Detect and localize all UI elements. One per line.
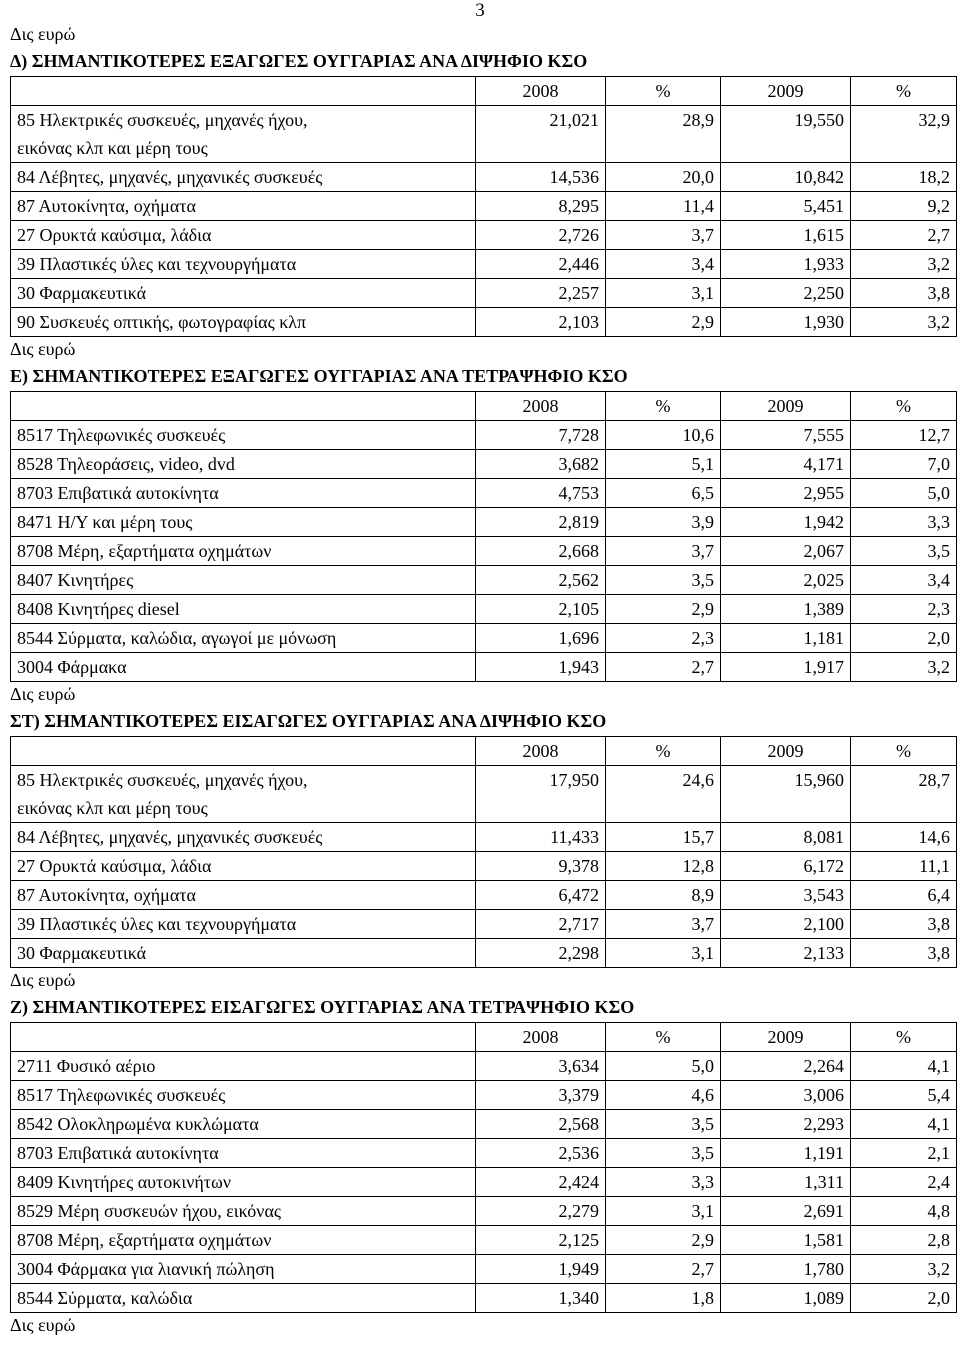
table-row <box>11 537 957 566</box>
row-label: 8409 Κινητήρες αυτοκινήτων <box>11 1168 476 1197</box>
value-2008: 2,668 <box>476 537 606 566</box>
value-2008: 11,433 <box>476 823 606 852</box>
value-2009: 15,960 <box>721 766 851 823</box>
value-2008: 2,819 <box>476 508 606 537</box>
percent-2008: 5,1 <box>606 450 721 479</box>
table-row <box>11 939 957 968</box>
value-2009: 2,955 <box>721 479 851 508</box>
unit-label: Δις ευρώ <box>10 684 76 704</box>
percent-2008: 2,9 <box>606 595 721 624</box>
header-cell: % <box>606 1023 721 1052</box>
value-2009: 1,615 <box>721 221 851 250</box>
header-cell: 2008 <box>476 392 606 421</box>
row-label: 8544 Σύρματα, καλώδια, αγωγοί με μόνωση <box>11 624 476 653</box>
table-row <box>11 1052 957 1081</box>
percent-2009: 2,3 <box>851 595 957 624</box>
table-row <box>11 910 957 939</box>
data-table <box>10 76 957 337</box>
row-label-line: εικόνας κλπ και μέρη τους <box>17 798 208 818</box>
table-row <box>11 479 957 508</box>
value-2009: 2,067 <box>721 537 851 566</box>
row-label: 8517 Τηλεφωνικές συσκευές <box>11 1081 476 1110</box>
value-2009: 2,025 <box>721 566 851 595</box>
percent-2008: 2,3 <box>606 624 721 653</box>
header-cell: 2009 <box>721 1023 851 1052</box>
table-row <box>11 881 957 910</box>
percent-2009: 3,2 <box>851 1255 957 1284</box>
percent-2008: 12,8 <box>606 852 721 881</box>
value-2009: 6,172 <box>721 852 851 881</box>
value-2009: 8,081 <box>721 823 851 852</box>
row-label <box>11 766 476 823</box>
value-2009: 1,311 <box>721 1168 851 1197</box>
percent-2009: 18,2 <box>851 163 957 192</box>
section-title: Ε) ΣΗΜΑΝΤΙΚΟΤΕΡΕΣ ΕΞΑΓΩΓΕΣ ΟΥΓΓΑΡΙΑΣ ΑΝΑ ΤΕΤΡΑΨΗΦΙΟ ΚΣΟ <box>10 366 628 386</box>
value-2009: 1,780 <box>721 1255 851 1284</box>
percent-2008: 24,6 <box>606 766 721 823</box>
row-label: 8529 Μέρη συσκευών ήχου, εικόνας <box>11 1197 476 1226</box>
table-row <box>11 163 957 192</box>
percent-2009: 3,2 <box>851 653 957 682</box>
table-row <box>11 308 957 337</box>
value-2008: 9,378 <box>476 852 606 881</box>
value-2009: 1,089 <box>721 1284 851 1313</box>
row-label: 90 Συσκευές οπτικής, φωτογραφίας κλπ <box>11 308 476 337</box>
table-row <box>11 823 957 852</box>
section-st <box>10 684 956 968</box>
row-label: 8407 Κινητήρες <box>11 566 476 595</box>
percent-2009: 2,1 <box>851 1139 957 1168</box>
percent-2009: 3,5 <box>851 537 957 566</box>
percent-2009: 5,4 <box>851 1081 957 1110</box>
section-title: Δ) ΣΗΜΑΝΤΙΚΟΤΕΡΕΣ ΕΞΑΓΩΓΕΣ ΟΥΓΓΑΡΙΑΣ ΑΝΑ ΔΙΨΗΦΙΟ ΚΣΟ <box>10 51 588 71</box>
table-row <box>11 450 957 479</box>
percent-2008: 1,8 <box>606 1284 721 1313</box>
value-2008: 8,295 <box>476 192 606 221</box>
row-label: 27 Ορυκτά καύσιμα, λάδια <box>11 852 476 881</box>
header-cell: % <box>606 737 721 766</box>
percent-2009: 2,0 <box>851 624 957 653</box>
percent-2009: 28,7 <box>851 766 957 823</box>
header-cell: 2008 <box>476 77 606 106</box>
row-label: 87 Αυτοκίνητα, οχήματα <box>11 881 476 910</box>
row-label: 8408 Κινητήρες diesel <box>11 595 476 624</box>
row-label-line: 85 Ηλεκτρικές συσκευές, μηχανές ήχου, <box>17 110 308 130</box>
percent-2009: 2,4 <box>851 1168 957 1197</box>
percent-2008: 8,9 <box>606 881 721 910</box>
header-cell: 2008 <box>476 1023 606 1052</box>
table-row <box>11 766 957 823</box>
table-row <box>11 1110 957 1139</box>
percent-2008: 3,1 <box>606 279 721 308</box>
value-2009: 1,191 <box>721 1139 851 1168</box>
percent-2009: 11,1 <box>851 852 957 881</box>
value-2008: 2,125 <box>476 1226 606 1255</box>
value-2008: 2,105 <box>476 595 606 624</box>
percent-2008: 3,1 <box>606 939 721 968</box>
value-2009: 1,933 <box>721 250 851 279</box>
value-2009: 1,181 <box>721 624 851 653</box>
table-row <box>11 192 957 221</box>
unit-label: Δις ευρώ <box>10 24 76 44</box>
value-2009: 1,942 <box>721 508 851 537</box>
value-2009: 5,451 <box>721 192 851 221</box>
header-cell: 2009 <box>721 737 851 766</box>
percent-2009: 12,7 <box>851 421 957 450</box>
value-2008: 1,943 <box>476 653 606 682</box>
row-label: 3004 Φάρμακα για λιανική πώληση <box>11 1255 476 1284</box>
percent-2009: 14,6 <box>851 823 957 852</box>
row-label: 8517 Τηλεφωνικές συσκευές <box>11 421 476 450</box>
percent-2008: 3,7 <box>606 910 721 939</box>
table-row <box>11 624 957 653</box>
header-cell: % <box>606 392 721 421</box>
value-2009: 3,006 <box>721 1081 851 1110</box>
value-2008: 2,562 <box>476 566 606 595</box>
row-label: 27 Ορυκτά καύσιμα, λάδια <box>11 221 476 250</box>
percent-2009: 4,8 <box>851 1197 957 1226</box>
value-2008: 1,696 <box>476 624 606 653</box>
value-2008: 3,682 <box>476 450 606 479</box>
header-cell <box>11 392 476 421</box>
value-2009: 7,555 <box>721 421 851 450</box>
value-2008: 3,634 <box>476 1052 606 1081</box>
row-label: 8703 Επιβατικά αυτοκίνητα <box>11 479 476 508</box>
header-cell: % <box>606 77 721 106</box>
percent-2008: 3,5 <box>606 1139 721 1168</box>
value-2008: 4,753 <box>476 479 606 508</box>
row-label: 8708 Μέρη, εξαρτήματα οχημάτων <box>11 537 476 566</box>
section-e <box>10 339 956 682</box>
value-2008: 3,379 <box>476 1081 606 1110</box>
percent-2009: 9,2 <box>851 192 957 221</box>
row-label: 30 Φαρμακευτικά <box>11 939 476 968</box>
percent-2008: 3,7 <box>606 537 721 566</box>
percent-2009: 3,4 <box>851 566 957 595</box>
percent-2009: 6,4 <box>851 881 957 910</box>
data-table <box>10 736 957 968</box>
value-2008: 17,950 <box>476 766 606 823</box>
section-title: Ζ) ΣΗΜΑΝΤΙΚΟΤΕΡΕΣ ΕΙΣΑΓΩΓΕΣ ΟΥΓΓΑΡΙΑΣ ΑΝΑ ΤΕΤΡΑΨΗΦΙΟ ΚΣΟ <box>10 997 635 1017</box>
percent-2008: 3,5 <box>606 566 721 595</box>
value-2008: 2,424 <box>476 1168 606 1197</box>
header-cell <box>11 77 476 106</box>
value-2009: 3,543 <box>721 881 851 910</box>
percent-2008: 2,9 <box>606 1226 721 1255</box>
value-2008: 2,536 <box>476 1139 606 1168</box>
percent-2008: 3,3 <box>606 1168 721 1197</box>
value-2009: 1,581 <box>721 1226 851 1255</box>
row-label: 84 Λέβητες, μηχανές, μηχανικές συσκευές <box>11 163 476 192</box>
row-label: 8542 Ολοκληρωμένα κυκλώματα <box>11 1110 476 1139</box>
value-2009: 2,293 <box>721 1110 851 1139</box>
row-label: 8703 Επιβατικά αυτοκίνητα <box>11 1139 476 1168</box>
value-2009: 2,100 <box>721 910 851 939</box>
percent-2008: 3,1 <box>606 1197 721 1226</box>
percent-2008: 3,5 <box>606 1110 721 1139</box>
value-2009: 2,250 <box>721 279 851 308</box>
row-label <box>11 106 476 163</box>
percent-2009: 5,0 <box>851 479 957 508</box>
table-row <box>11 566 957 595</box>
row-label: 84 Λέβητες, μηχανές, μηχανικές συσκευές <box>11 823 476 852</box>
percent-2008: 2,7 <box>606 653 721 682</box>
value-2009: 1,917 <box>721 653 851 682</box>
table-row <box>11 1226 957 1255</box>
percent-2008: 3,9 <box>606 508 721 537</box>
table-row <box>11 1284 957 1313</box>
data-table <box>10 391 957 682</box>
row-label: 39 Πλαστικές ύλες και τεχνουργήματα <box>11 910 476 939</box>
value-2008: 14,536 <box>476 163 606 192</box>
table-row <box>11 1197 957 1226</box>
header-cell: 2009 <box>721 392 851 421</box>
percent-2008: 3,4 <box>606 250 721 279</box>
row-label: 87 Αυτοκίνητα, οχήματα <box>11 192 476 221</box>
row-label: 3004 Φάρμακα <box>11 653 476 682</box>
table-row <box>11 1081 957 1110</box>
table-row <box>11 1255 957 1284</box>
header-cell: % <box>851 1023 957 1052</box>
header-cell: 2009 <box>721 77 851 106</box>
value-2008: 2,257 <box>476 279 606 308</box>
table-header-row <box>11 392 957 421</box>
table-row <box>11 595 957 624</box>
percent-2009: 2,7 <box>851 221 957 250</box>
value-2008: 1,949 <box>476 1255 606 1284</box>
value-2009: 10,842 <box>721 163 851 192</box>
unit-label: Δις ευρώ <box>10 970 76 990</box>
percent-2008: 4,6 <box>606 1081 721 1110</box>
header-cell <box>11 1023 476 1052</box>
percent-2009: 3,8 <box>851 939 957 968</box>
value-2008: 2,726 <box>476 221 606 250</box>
page-number: 3 <box>475 0 485 21</box>
percent-2008: 11,4 <box>606 192 721 221</box>
percent-2009: 3,2 <box>851 308 957 337</box>
table-row <box>11 221 957 250</box>
value-2009: 19,550 <box>721 106 851 163</box>
table-row <box>11 508 957 537</box>
value-2009: 1,930 <box>721 308 851 337</box>
percent-2008: 10,6 <box>606 421 721 450</box>
row-label: 8708 Μέρη, εξαρτήματα οχημάτων <box>11 1226 476 1255</box>
header-cell: 2008 <box>476 737 606 766</box>
row-label-line: εικόνας κλπ και μέρη τους <box>17 138 208 158</box>
table-header-row <box>11 1023 957 1052</box>
row-label: 39 Πλαστικές ύλες και τεχνουργήματα <box>11 250 476 279</box>
section-z <box>10 970 956 1335</box>
data-table <box>10 1022 957 1313</box>
percent-2008: 5,0 <box>606 1052 721 1081</box>
row-label: 8528 Τηλεοράσεις, video, dvd <box>11 450 476 479</box>
value-2008: 2,279 <box>476 1197 606 1226</box>
percent-2009: 2,0 <box>851 1284 957 1313</box>
percent-2009: 3,8 <box>851 279 957 308</box>
table-header-row <box>11 737 957 766</box>
header-cell <box>11 737 476 766</box>
table-row <box>11 653 957 682</box>
document-page <box>10 22 956 1335</box>
table-row <box>11 1168 957 1197</box>
value-2008: 6,472 <box>476 881 606 910</box>
value-2008: 2,103 <box>476 308 606 337</box>
value-2009: 2,264 <box>721 1052 851 1081</box>
value-2009: 2,691 <box>721 1197 851 1226</box>
value-2009: 2,133 <box>721 939 851 968</box>
percent-2008: 15,7 <box>606 823 721 852</box>
percent-2009: 4,1 <box>851 1052 957 1081</box>
table-row <box>11 421 957 450</box>
value-2008: 2,446 <box>476 250 606 279</box>
table-row <box>11 1139 957 1168</box>
percent-2008: 3,7 <box>606 221 721 250</box>
row-label: 8471 Η/Υ και μέρη τους <box>11 508 476 537</box>
table-row <box>11 106 957 163</box>
percent-2009: 2,8 <box>851 1226 957 1255</box>
row-label: 30 Φαρμακευτικά <box>11 279 476 308</box>
value-2008: 2,717 <box>476 910 606 939</box>
row-label-line: 85 Ηλεκτρικές συσκευές, μηχανές ήχου, <box>17 770 308 790</box>
percent-2009: 32,9 <box>851 106 957 163</box>
percent-2009: 3,2 <box>851 250 957 279</box>
table-row <box>11 852 957 881</box>
percent-2008: 6,5 <box>606 479 721 508</box>
value-2008: 21,021 <box>476 106 606 163</box>
value-2008: 2,298 <box>476 939 606 968</box>
value-2008: 1,340 <box>476 1284 606 1313</box>
percent-2008: 20,0 <box>606 163 721 192</box>
value-2009: 1,389 <box>721 595 851 624</box>
row-label: 8544 Σύρματα, καλώδια <box>11 1284 476 1313</box>
header-cell: % <box>851 392 957 421</box>
percent-2009: 7,0 <box>851 450 957 479</box>
percent-2008: 2,7 <box>606 1255 721 1284</box>
unit-label: Δις ευρώ <box>10 1315 76 1335</box>
row-label: 2711 Φυσικό αέριο <box>11 1052 476 1081</box>
percent-2008: 28,9 <box>606 106 721 163</box>
percent-2009: 3,8 <box>851 910 957 939</box>
unit-label: Δις ευρώ <box>10 339 76 359</box>
percent-2009: 4,1 <box>851 1110 957 1139</box>
table-row <box>11 250 957 279</box>
value-2008: 2,568 <box>476 1110 606 1139</box>
percent-2008: 2,9 <box>606 308 721 337</box>
value-2009: 4,171 <box>721 450 851 479</box>
section-d <box>10 24 956 337</box>
section-title: ΣΤ) ΣΗΜΑΝΤΙΚΟΤΕΡΕΣ ΕΙΣΑΓΩΓΕΣ ΟΥΓΓΑΡΙΑΣ ΑΝΑ ΔΙΨΗΦΙΟ ΚΣΟ <box>10 711 607 731</box>
table-row <box>11 279 957 308</box>
percent-2009: 3,3 <box>851 508 957 537</box>
header-cell: % <box>851 737 957 766</box>
value-2008: 7,728 <box>476 421 606 450</box>
table-header-row <box>11 77 957 106</box>
header-cell: % <box>851 77 957 106</box>
